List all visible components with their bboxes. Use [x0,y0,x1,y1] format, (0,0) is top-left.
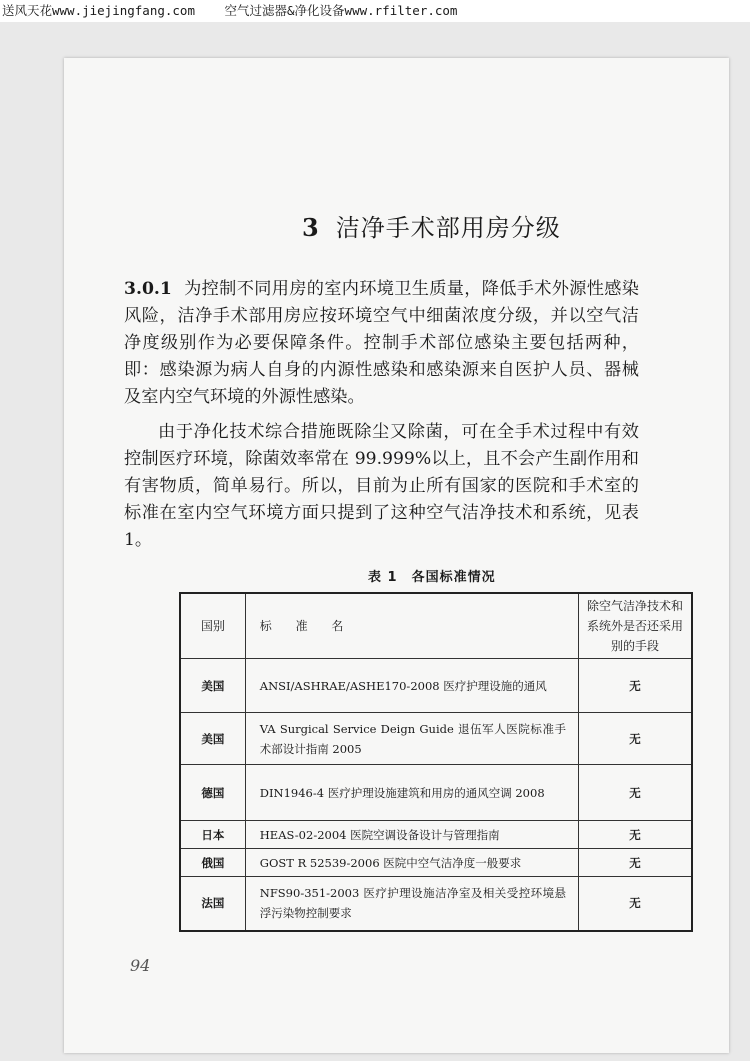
header-other-means: 除空气洁净技术和系统外是否还采用别的手段 [579,593,692,659]
cell-country: 俄国 [180,849,245,877]
cell-other-means: 无 [579,821,692,849]
paragraph-1 [124,276,639,411]
chapter-title-text: 洁净手术部用房分级 [335,214,561,242]
table-row [180,849,692,877]
header-country: 国别 [180,593,245,659]
cell-standard-name: VA Surgical Service Deign Guide 退伍军人医院标准手术部设计指南 2005 [245,713,578,765]
cell-other-means: 无 [579,849,692,877]
chapter-title [302,208,602,243]
document-page [64,58,729,1053]
page-number: 94 [130,956,151,975]
table-row [180,713,692,765]
watermark-left: 送风天花www.jiejingfang.com [2,3,195,18]
cell-other-means: 无 [579,659,692,713]
cell-standard-name: ANSI/ASHRAE/ASHE170-2008 医疗护理设施的通风 [245,659,578,713]
paragraph-2: 由于净化技术综合措施既除尘又除菌，可在全手术过程中有效控制医疗环境，除菌效率常在 99.999%以上，且不会产生副作用和有害物质，简单易行。所以，目前为止所有国家的医院和手术室的标准在室内空气环境方面只提到了这种空气洁净技术和系统，见表 1。 [124,422,639,550]
cell-standard-name: DIN1946-4 医疗护理设施建筑和用房的通风空调 2008 [245,765,578,821]
chapter-number: 3 [302,213,320,242]
cell-other-means: 无 [579,765,692,821]
cell-country: 法国 [180,877,245,931]
watermark-right: 空气过滤器&净化设备www.rfilter.com [224,3,458,18]
table-row [180,659,692,713]
table-caption: 表 1 各国标准情况 [368,570,496,585]
table-row [180,877,692,931]
cell-country: 德国 [180,765,245,821]
table-header-row [180,593,692,659]
table-row [180,821,692,849]
cell-other-means: 无 [579,713,692,765]
cell-country: 美国 [180,713,245,765]
paragraph-1-text: 为控制不同用房的室内环境卫生质量，降低手术外源性感染风险，洁净手术部用房应按环境空气中细菌浓度分级，并以空气洁净度级别作为必要保障条件。控制手术部位感染主要包括两种，即：感染源为病人自身的内源性感染和感染源来自医护人员、器械及室内空气环境的外源性感染。 [124,279,639,407]
cell-standard-name: NFS90-351-2003 医疗护理设施洁净室及相关受控环境悬浮污染物控制要求 [245,877,578,931]
header-standard-name: 标 准 名 [245,593,578,659]
cell-country: 美国 [180,659,245,713]
standards-table [179,592,693,932]
cell-standard-name: HEAS-02-2004 医院空调设备设计与管理指南 [245,821,578,849]
clause-number: 3.0.1 [124,279,172,299]
cell-standard-name: GOST R 52539-2006 医院中空气洁净度一般要求 [245,849,578,877]
cell-other-means: 无 [579,877,692,931]
watermark-banner [0,0,750,22]
cell-country: 日本 [180,821,245,849]
table-row [180,765,692,821]
